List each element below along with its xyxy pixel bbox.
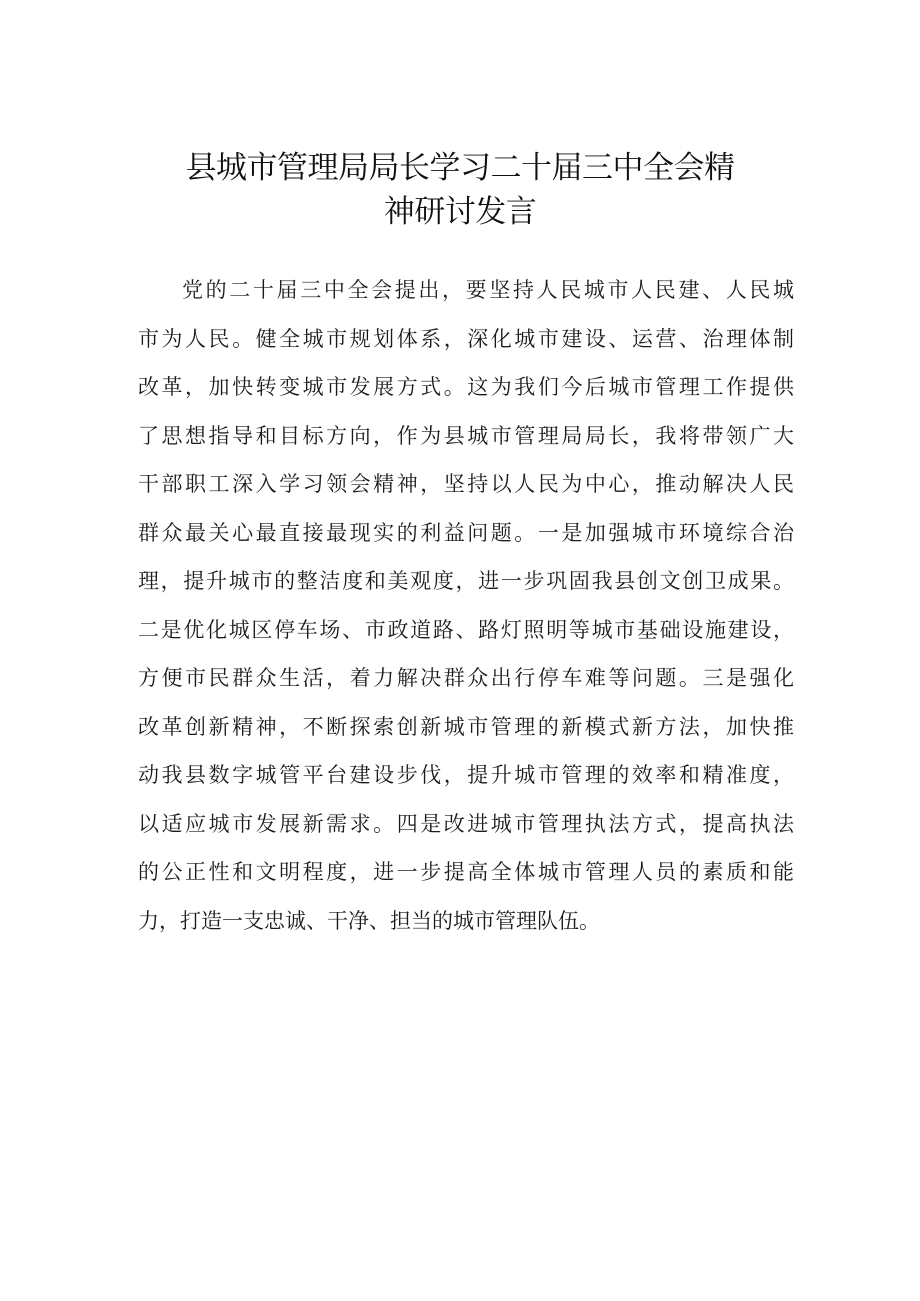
body-line: 方便市民群众生活，着力解决群众出行停车难等问题。三是强化 — [138, 666, 794, 690]
title-line-1: 县城市管理局局长学习二十届三中全会精 — [185, 150, 735, 186]
body-line: 市为人民。健全城市规划体系，深化城市建设、运营、治理体制 — [138, 326, 794, 351]
body-line: 动我县数字城管平台建设步伐，提升城市管理的效率和精准度， — [138, 763, 794, 787]
document-body — [138, 266, 794, 945]
body-line: 群众最关心最直接最现实的利益问题。一是加强城市环境综合治 — [138, 520, 794, 545]
body-line: 二是优化城区停车场、市政道路、路灯照明等城市基础设施建设， — [138, 617, 794, 642]
body-line: 力，打造一支忠诚、干净、担当的城市管理队伍。 — [138, 908, 600, 933]
title-line-2: 神研讨发言 — [383, 194, 537, 230]
body-line: 干部职工深入学习领会精神，坚持以人民为中心，推动解决人民 — [138, 472, 794, 496]
body-line: 理，提升城市的整洁度和美观度，进一步巩固我县创文创卫成果。 — [138, 569, 794, 593]
document-title — [100, 146, 820, 234]
body-line: 了思想指导和目标方向，作为县城市管理局局长，我将带领广大 — [138, 423, 794, 448]
body-line: 的公正性和文明程度，进一步提高全体城市管理人员的素质和能 — [138, 860, 794, 884]
body-line: 以适应城市发展新需求。四是改进城市管理执法方式，提高执法 — [138, 811, 794, 836]
body-line: 改革，加快转变城市发展方式。这为我们今后城市管理工作提供 — [138, 375, 794, 399]
body-line: 改革创新精神，不断探索创新城市管理的新模式新方法，加快推 — [138, 714, 794, 739]
body-line: 党的二十届三中全会提出，要坚持人民城市人民建、人民城 — [182, 278, 794, 302]
